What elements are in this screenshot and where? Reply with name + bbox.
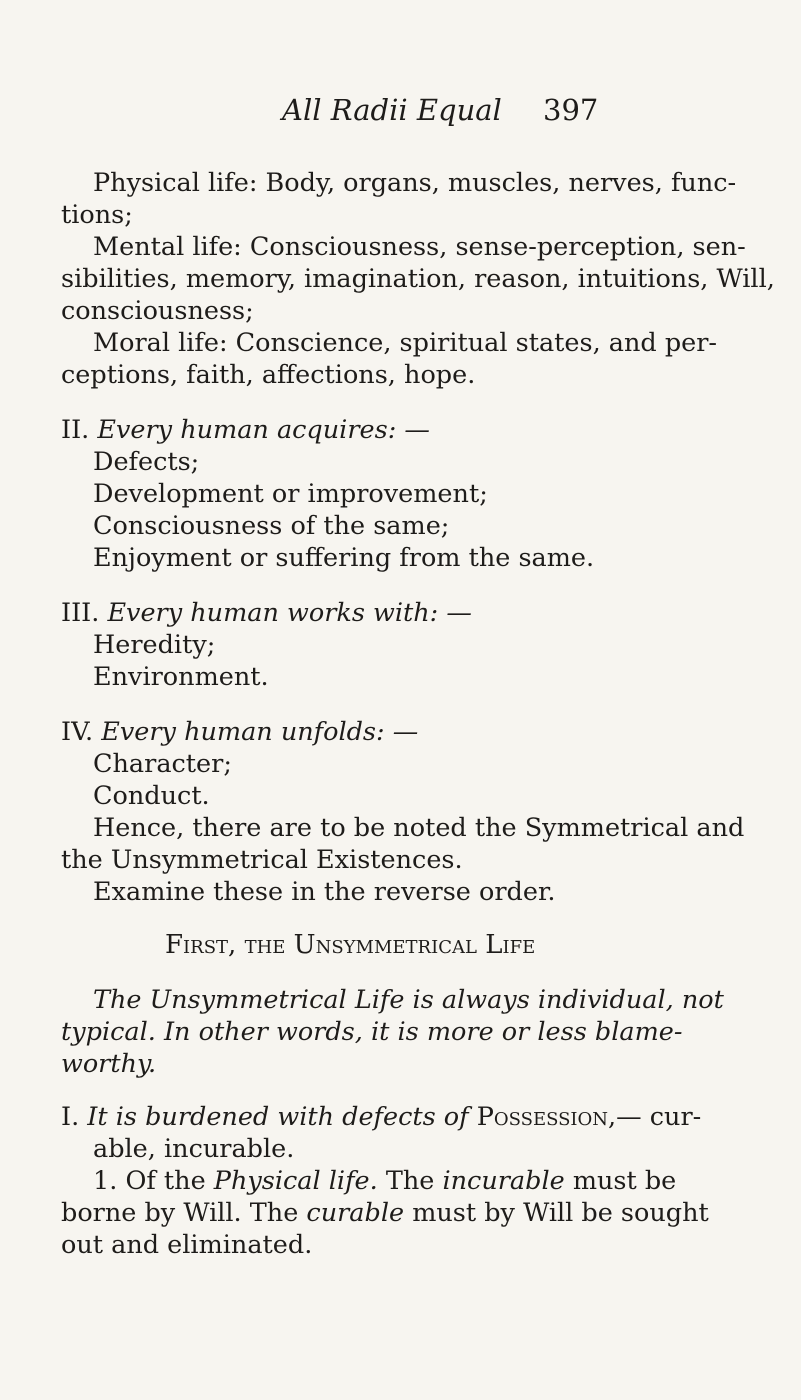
text-run-italic: curable bbox=[306, 1198, 405, 1228]
text-line-9: Defects; bbox=[93, 447, 200, 477]
running-head-title: All Radii Equal bbox=[282, 93, 502, 127]
item-text-italic: It is burdened with defects of bbox=[87, 1102, 469, 1132]
text-line-18: Conduct. bbox=[93, 781, 210, 811]
text-line-24: typical. In other words, it is more or less blame- bbox=[61, 1017, 683, 1047]
text-line-2: tions; bbox=[61, 200, 133, 230]
item-text-tail: — cur- bbox=[616, 1102, 702, 1132]
text-line-15: Environment. bbox=[93, 662, 269, 692]
text-run-italic: incurable bbox=[442, 1166, 565, 1196]
text-run: must by Will be sought bbox=[412, 1198, 709, 1228]
section-ii-title: Every human acquires: — bbox=[97, 415, 430, 445]
section-iv-numeral: IV. bbox=[61, 717, 94, 747]
text-line-28 bbox=[93, 1165, 676, 1197]
section-iii-heading bbox=[61, 597, 472, 629]
item-numeral: I. bbox=[61, 1102, 80, 1132]
text-line-25: worthy. bbox=[61, 1049, 157, 1079]
section-ii-numeral: II. bbox=[61, 415, 90, 445]
text-run: borne by Will. The bbox=[61, 1198, 299, 1228]
text-line-29 bbox=[61, 1197, 709, 1229]
text-line-6: Moral life: Conscience, spiritual states, and per- bbox=[93, 328, 718, 358]
text-run-italic: Physical life. bbox=[213, 1166, 378, 1196]
text-line-12: Enjoyment or suffering from the same. bbox=[93, 543, 595, 573]
text-line-11: Consciousness of the same; bbox=[93, 511, 450, 541]
text-line-17: Character; bbox=[93, 749, 232, 779]
section-iv-heading bbox=[61, 716, 418, 748]
text-line-19: Hence, there are to be noted the Symmetrical and bbox=[93, 813, 745, 843]
text-line-14: Heredity; bbox=[93, 630, 216, 660]
text-line-21: Examine these in the reverse order. bbox=[93, 877, 556, 907]
text-line-20: the Unsymmetrical Existences. bbox=[61, 845, 463, 875]
text-line-23: The Unsymmetrical Life is always individual, not bbox=[93, 985, 724, 1015]
text-line-10: Development or improvement; bbox=[93, 479, 488, 509]
text-line-26 bbox=[61, 1101, 701, 1133]
item-text-smallcaps: Possession, bbox=[476, 1102, 617, 1132]
text-line-1: Physical life: Body, organs, muscles, nerves, func- bbox=[93, 168, 737, 198]
section-iv-title: Every human unfolds: — bbox=[101, 717, 419, 747]
subitem-numeral: 1. bbox=[93, 1166, 118, 1196]
section-heading: First, the Unsymmetrical Life bbox=[165, 930, 536, 960]
text-line-27: able, incurable. bbox=[93, 1134, 295, 1164]
section-iii-numeral: III. bbox=[61, 598, 100, 628]
text-run: must be bbox=[572, 1166, 677, 1196]
text-line-3: Mental life: Consciousness, sense-perception, sen- bbox=[93, 232, 746, 262]
text-run: Of the bbox=[125, 1166, 206, 1196]
text-line-7: ceptions, faith, affections, hope. bbox=[61, 360, 476, 390]
text-line-5: consciousness; bbox=[61, 296, 254, 326]
text-line-4: sibilities, memory, imagination, reason, intuitions, Will, bbox=[61, 264, 775, 294]
page-number: 397 bbox=[543, 93, 599, 127]
section-ii-heading bbox=[61, 414, 430, 446]
section-iii-title: Every human works with: — bbox=[107, 598, 472, 628]
text-run: The bbox=[385, 1166, 435, 1196]
text-line-30: out and eliminated. bbox=[61, 1230, 313, 1260]
